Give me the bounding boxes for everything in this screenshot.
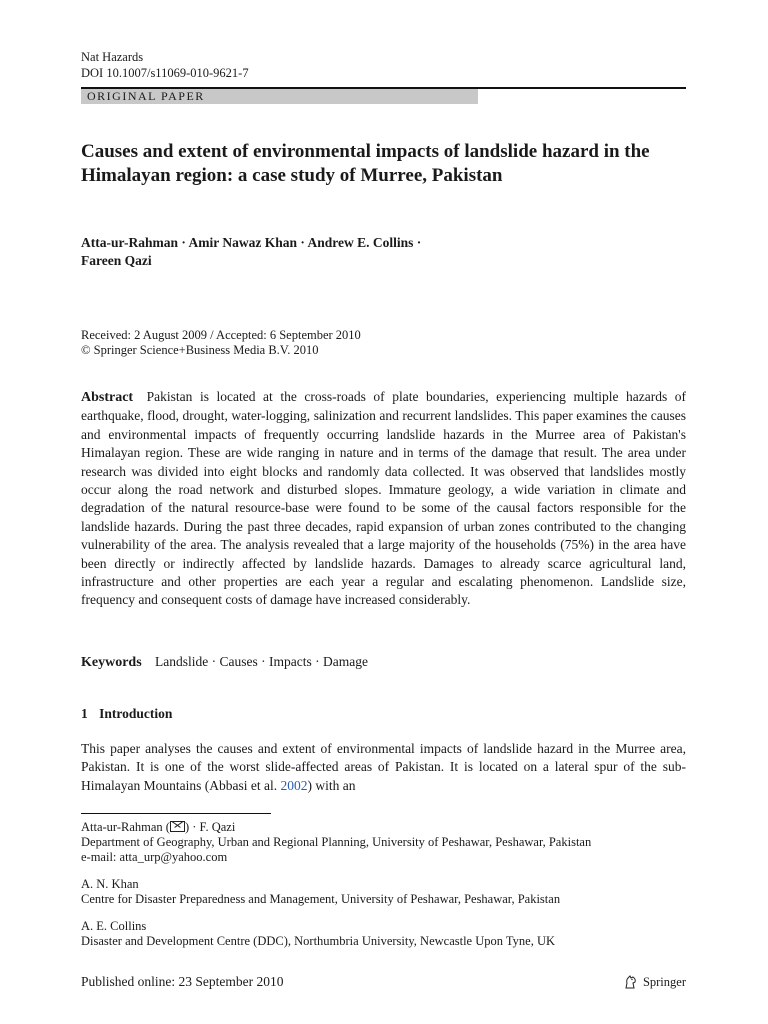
keywords-label: Keywords [81,655,142,670]
intro-text-start: This paper analyses the causes and extent of environmental impacts of landslide hazard in the Murree area, Pakistan. It is one of the worst slide-affected areas of Pakistan. It is located on a lateral spur of the sub-Himalayan Mountains (Abbasi et al. [81,741,686,793]
affiliation-2-names: A. N. Khan [81,877,139,891]
affiliation-1-email[interactable]: e-mail: atta_urp@yahoo.com [81,850,228,864]
author-name-qazi: ) · F. Qazi [184,820,236,834]
article-dates [81,328,361,358]
affiliation-1 [81,820,591,865]
article-type: ORIGINAL PAPER [87,89,205,103]
affiliation-3-names: A. E. Collins [81,919,147,933]
authors-line-2: Fareen Qazi [81,253,152,268]
citation-link[interactable]: 2002 [280,777,308,793]
affiliation-1-dept: Department of Geography, Urban and Regional Planning, University of Peshawar, Peshawar, Pakistan [81,835,592,849]
abstract-label: Abstract [81,390,134,405]
paper-title: Causes and extent of environmental impacts of landslide hazard in the Himalayan region: a case study of Murree, Pakistan [81,141,650,186]
footnote-rule [81,813,271,814]
journal-name: Nat Hazards [81,50,144,64]
journal-header [81,49,249,81]
intro-text-end: ) with an [307,777,356,793]
journal-doi: DOI 10.1007/s11069-010-9621-7 [81,66,249,80]
affiliation-3-dept: Disaster and Development Centre (DDC), Northumbria University, Newcastle Upon Tyne, UK [81,934,556,948]
section-number: 1 [81,706,88,721]
section-heading [81,705,172,723]
keywords [81,653,368,672]
abstract-text: Pakistan is located at the cross-roads of plate boundaries, experiencing multiple hazards of earthquake, flood, drought, water-logging, salinization and recurrent landslides. This paper examines the causes and environmental impacts of frequently occurring landslide hazards in the Murree area of Pakistan's Himalayan region. These are wide ranging in nature and in terms of the damage that result. The area under research was divided into eight blocks and randomly data collected. It was observed that landslides mostly occur along the road network and disturbed slopes. Immature geology, a wide variation in climate and degradation of the natural resource-base were found to be some of the causal factors responsible for the landslide hazards. During the past three decades, rapid expansion of urban zones contributed to the changing vulnerability of the area. The analysis revealed that a large majority of the households (75%) in the area have been directly or indirectly affected by landslide hazards. Damages to already scarce agricultural land, infrastructure and other properties are each year a regular and escalating phenomenon. Landslide size, frequency and consequent costs of damage have increased considerably. [81,389,687,608]
envelope-icon[interactable] [170,821,185,832]
authors-line-1: Atta-ur-Rahman · Amir Nawaz Khan · Andrew E. Collins · [81,235,422,250]
published-online: Published online: 23 September 2010 [81,974,284,989]
copyright: © Springer Science+Business Media B.V. 2010 [81,343,319,357]
publisher-name: Springer [642,975,686,989]
affiliation-3 [81,919,555,949]
springer-horse-icon [623,974,639,990]
author-name-rahman: Atta-ur-Rahman ( [81,820,170,834]
section-title: Introduction [99,706,173,721]
keywords-text: Landslide · Causes · Impacts · Damage [155,654,368,669]
affiliation-1-names [81,820,591,835]
affiliation-2-dept: Centre for Disaster Preparedness and Management, University of Peshawar, Peshawar, Pakistan [81,892,561,906]
received-accepted: Received: 2 August 2009 / Accepted: 6 September 2010 [81,328,361,342]
intro-paragraph [81,740,686,795]
publisher-logo [623,973,686,991]
abstract [81,388,686,610]
affiliation-2 [81,877,560,907]
article-type-band [81,89,478,104]
author-list [81,234,681,270]
